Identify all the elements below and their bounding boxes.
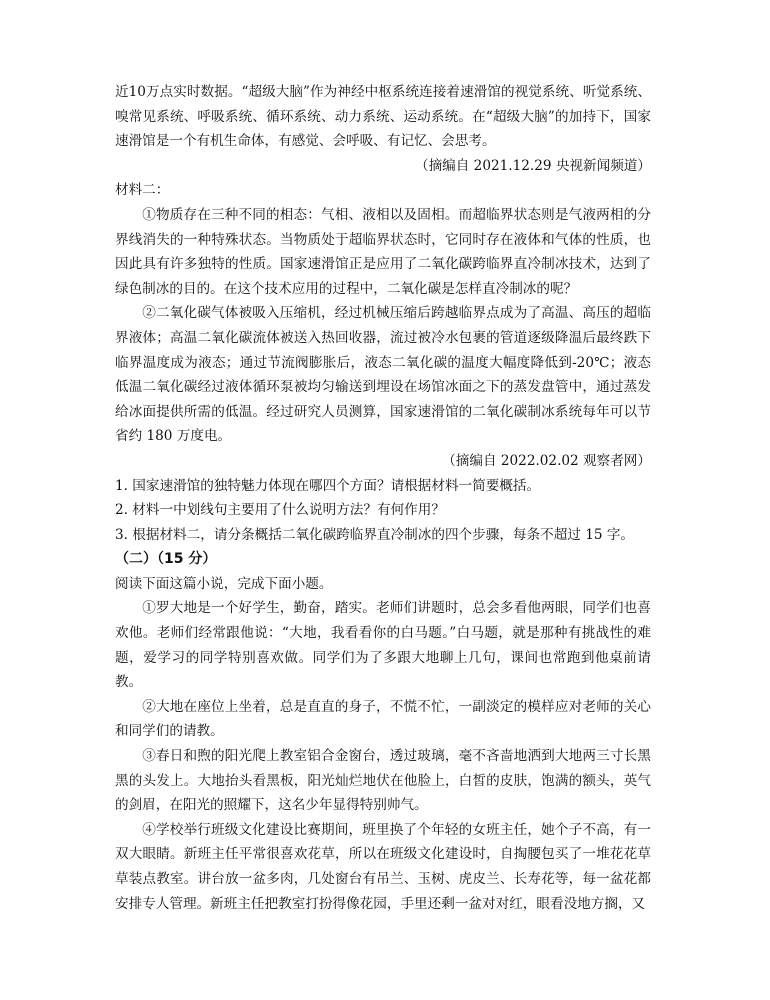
reading-instruction: 阅读下面这篇小说，完成下面小题。	[115, 575, 333, 592]
source-citation-2: （摘编自 2022.02.02 观察者网）	[442, 452, 651, 469]
question-3: 3. 根据材料二，请分条概括二氧化碳跨临界直冷制冰的四个步骤，每条不超过 15 字。	[115, 526, 635, 543]
material-2-paragraph-2: ②二氧化碳气体被吸入压缩机，经过机械压缩后跨越临界点成为了高温、高压的超临界液体；高温二氧化碳流体被送入热回收器，流过被冷水包裹的管道逐级降温后最终跌下临界温度成为液态；通过节流阀膨胀后，液态二氧化碳的温度大幅度降低到-20℃；液态低温二氧化碳经过液体循环泵被均匀输送到埋设在场馆冰面之下的蒸发盘管中，通过蒸发给冰面提供所需的低温。经过研究人员测算，国家速滑馆的二氧化碳制冰系统每年可以节省约 180 万度电。	[115, 305, 651, 445]
story-paragraph-1: ①罗大地是一个好学生，勤奋，踏实。老师们讲题时，总会多看他两眼，同学们也喜欢他。老师们经常跟他说：“大地，我看看你的白马题。”白马题，就是那种有挑战性的难题，爱学习的同学特别喜欢做。同学们为了多跟大地聊上几句，课间也常跑到他桌前请教。	[115, 600, 651, 691]
material-2-paragraph-1: ①物质存在三种不同的相态：气相、液相以及固相。而超临界状态则是气液两相的分界线消失的一种特殊状态。当物质处于超临界状态时，它同时存在液体和气体的性质，也因此具有许多独特的性质。国家速滑馆正是应用了二氧化碳跨临界直冷制冰技术，达到了绿色制冰的目的。在这个技术应用的过程中，二氧化碳是怎样直冷制冰的呢？	[115, 206, 651, 297]
question-2: 2. 材料一中划线句主要用了什么说明方法？有何作用？	[115, 502, 445, 519]
story-paragraph-2: ②大地在座位上坐着，总是直直的身子，不慌不忙，一副淡定的模样应对老师的关心和同学们的请教。	[115, 698, 651, 740]
question-1: 1. 国家速滑馆的独特魅力体现在哪四个方面？请根据材料一简要概括。	[115, 477, 541, 494]
intro-paragraph: 近10万点实时数据。“超级大脑”作为神经中枢系统连接着速滑馆的视觉系统、听觉系统、嗅常见系统、呼吸系统、循环系统、动力系统、运动系统。在“超级大脑”的加持下，国家速滑馆是一个有机生命体，有感觉、会呼吸、有记忆、会思考。	[115, 84, 651, 150]
story-paragraph-4: ④学校举行班级文化建设比赛期间，班里换了个年轻的女班主任，她个子不高，有一双大眼睛。新班主任平常很喜欢花草，所以在班级文化建设时，自掏腰包买了一堆花花草草装点教室。讲台放一盆多肉，几处窗台有吊兰、玉树、虎皮兰、长寿花等，每一盆花都安排专人管理。新班主任把教室打扮得像花园，手里还剩一盆对对红，眼看没地方搁，又	[115, 821, 651, 912]
material-2-label: 材料二：	[115, 182, 170, 199]
document-body	[115, 80, 651, 916]
section-2-title: （二）（15 分）	[115, 551, 217, 568]
source-citation-1: （摘编自 2021.12.29 央视新闻频道）	[414, 157, 651, 174]
story-paragraph-3: ③春日和煦的阳光爬上教室铝合金窗台，透过玻璃，毫不吝啬地洒到大地两三寸长黑黑的头发上。大地抬头看黑板，阳光灿烂地伏在他脸上，白皙的皮肤，饱满的额头，英气的剑眉，在阳光的照耀下，这名少年显得特别帅气。	[115, 748, 651, 814]
